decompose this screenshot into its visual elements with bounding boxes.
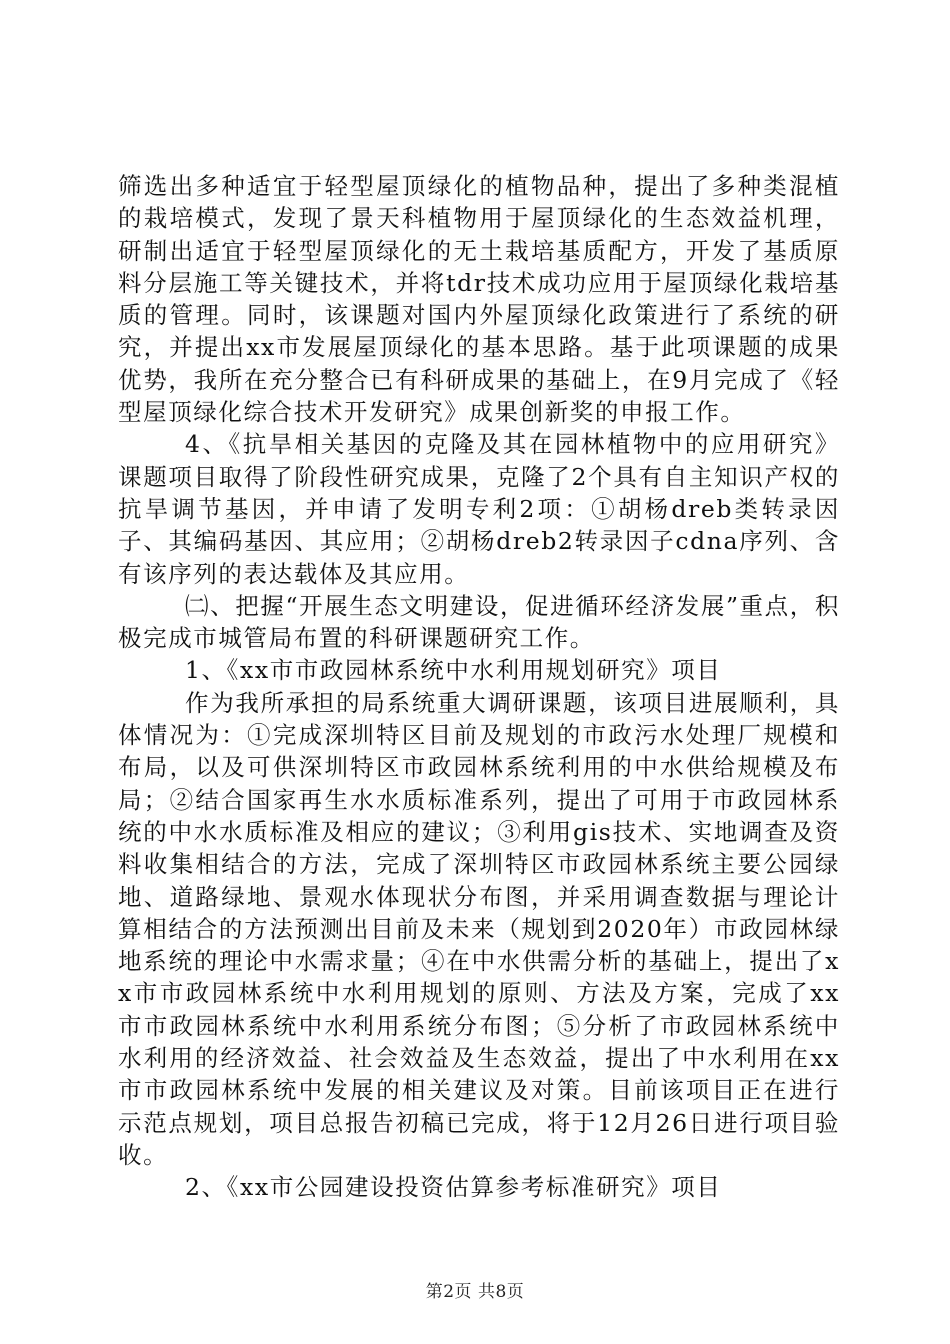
paragraph-project-one-body: 作为我所承担的局系统重大调研课题，该项目进展顺利，具体情况为：①完成深圳特区目前及规划的市政污水处理厂规模和布局，以及可供深圳特区市政园林系统利用的中水供给规模及布局；②结合国家再生水水质标准系列，提出了可用于市政园林系统的中水水质标准及相应的建议；③利用gis技术、实地调查及资料收集相结合的方法，完成了深圳特区市政园林系统主要公园绿地、道路绿地、景观水体现状分布图，并采用调查数据与理论计算相结合的方法预测出目前及未来（规划到2020年）市政园林绿地系统的理论中水需求量；④在中水供需分析的基础上，提出了xx市市政园林系统中水利用规划的原则、方法及方案，完成了xx市市政园林系统中水利用系统分布图；⑤分析了市政园林系统中水利用的经济效益、社会效益及生态效益，提出了中水利用在xx市市政园林系统中发展的相关建议及对策。目前该项目正在进行示范点规划，项目总报告初稿已完成，将于12月26日进行项目验收。	[118, 688, 840, 1169]
paragraph-project-two-title: 2、《xx市公园建设投资估算参考标准研究》项目	[185, 1173, 722, 1202]
document-body	[118, 170, 840, 1204]
paragraph-project-one-title: 1、《xx市市政园林系统中水利用规划研究》项目	[185, 656, 722, 685]
page-number-footer: 第2页 共8页	[425, 1282, 525, 1302]
paragraph-drought-gene: 4、《抗旱相关基因的克隆及其在园林植物中的应用研究》课题项目取得了阶段性研究成果，克隆了2个具有自主知识产权的抗旱调节基因，并申请了发明专利2项：①胡杨dreb类转录因子、其编码基因、其应用；②胡杨dreb2转录因子cdna序列、含有该序列的表达载体及其应用。	[118, 430, 840, 588]
paragraph-section-two: ㈡、把握“开展生态文明建设，促进循环经济发展”重点，积极完成市城管局布置的科研课题研究工作。	[118, 591, 840, 653]
paragraph-roof-greening: 筛选出多种适宜于轻型屋顶绿化的植物品种，提出了多种类混植的栽培模式，发现了景天科植物用于屋顶绿化的生态效益机理，研制出适宜于轻型屋顶绿化的无土栽培基质配方，开发了基质原料分层施工等关键技术，并将tdr技术成功应用于屋顶绿化栽培基质的管理。同时，该课题对国内外屋顶绿化政策进行了系统的研究，并提出xx市发展屋顶绿化的基本思路。基于此项课题的成果优势，我所在充分整合已有科研成果的基础上，在9月完成了《轻型屋顶绿化综合技术开发研究》成果创新奖的申报工作。	[118, 172, 840, 427]
